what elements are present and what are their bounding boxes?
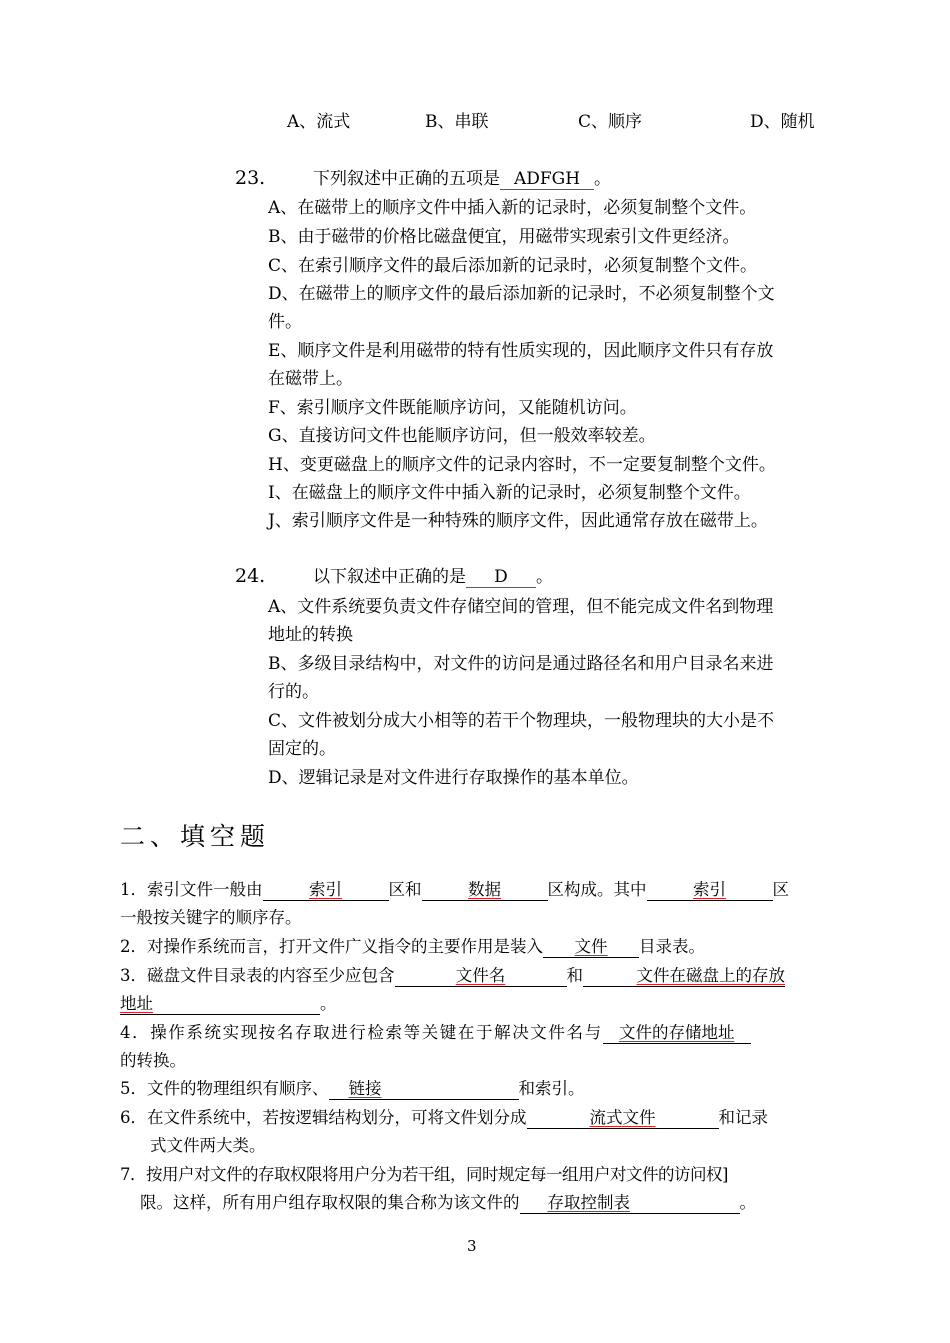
fill-item-3 [120,962,832,987]
q23-option-line: 件。 [268,312,302,332]
fill-item-1-cont: 一般按关键字的顺序存。 [120,908,302,927]
fill-text: 2．对操作系统而言，打开文件广义指令的主要作用是装入 [120,937,543,956]
q23-suffix: 。 [594,169,611,189]
fill-text: 和索引。 [518,1079,585,1098]
option-a: A、流式 [287,112,351,132]
fill-blank [120,994,320,1015]
fill-item-3-cont [120,990,832,1015]
fill-item-5 [120,1075,832,1100]
fill-item-6-cont: 式文件两大类。 [150,1136,266,1155]
q24-answer: D [466,567,536,588]
fill-answer: 文件的存储地址 [618,1023,735,1042]
option-d: D、随机 [750,112,815,132]
q23-option-line: I、在磁盘上的顺序文件中插入新的记录时，必须复制整个文件。 [268,483,751,503]
q24-option-line: A、文件系统要负责文件存储空间的管理，但不能完成文件名到物理 [268,597,774,617]
q24-suffix: 。 [536,567,553,587]
fill-text: 和记录 [718,1108,768,1127]
option-b: B、串联 [425,112,489,132]
fill-blank [647,880,773,901]
fill-text: 6．在文件系统中，若按逻辑结构划分，可将文件划分成 [120,1108,527,1127]
fill-blank [583,966,785,987]
fill-blank [527,1108,719,1129]
option-c: C、顺序 [578,112,643,132]
fill-item-7: 7．按用户对文件的存取权限将用户分为若干组，同时规定每一组用户对文件的访问权] [120,1165,728,1184]
q23-prefix: 下列叙述中正确的五项是 [313,169,500,189]
fill-item-4-cont: 的转换。 [120,1051,186,1070]
fill-answer: 存取控制表 [547,1193,630,1212]
q23-stem [235,164,611,190]
fill-blank [520,1193,740,1214]
q23-option-line: H、变更磁盘上的顺序文件的记录内容时，不一定要复制整个文件。 [268,455,776,475]
q23-option-line: F、索引顺序文件既能顺序访问，又能随机访问。 [268,398,637,418]
fill-answer: 索引 [309,880,342,899]
q23-answer: ADFGH [500,169,594,190]
q23-option-line: 在磁带上。 [268,369,353,389]
fill-text: 目录表。 [639,937,705,956]
q24-option-line: 固定的。 [268,739,336,759]
q23-number: 23. [235,167,266,189]
q24-option-line: B、多级目录结构中，对文件的访问是通过路径名和用户目录名来进 [268,654,774,674]
fill-text: 限。这样，所有用户组存取权限的集合称为该文件的 [140,1193,520,1212]
q24-option-line: 行的。 [268,682,319,702]
fill-answer: 文件 [574,937,608,956]
fill-text: 3．磁盘文件目录表的内容至少应包含 [120,966,395,985]
q23-option-line: D、在磁带上的顺序文件的最后添加新的记录时，不必须复制整个文 [268,284,775,304]
fill-answer: 文件名 [455,966,506,985]
q24-stem [235,562,553,588]
fill-text: 4．操作系统实现按名存取进行检索等关键在于解决文件名与 [120,1023,603,1042]
fill-text: 。 [320,994,337,1013]
q22-options [0,107,950,133]
fill-item-4 [120,1019,832,1044]
fill-answer: 索引 [693,880,726,899]
fill-blank [395,966,567,987]
fill-blank [329,1079,519,1100]
fill-text: 5．文件的物理组织有顺序、 [120,1079,329,1098]
fill-text: 区构成。其中 [547,880,647,899]
q23-option-line: B、由于磁带的价格比磁盘便宜，用磁带实现索引文件更经济。 [268,227,740,247]
q23-option-line: G、直接访问文件也能顺序访问，但一般效率较差。 [268,426,656,446]
fill-answer: 文件在磁盘上的存放 [636,966,785,985]
fill-blank [603,1023,751,1044]
q24-option-line: 地址的转换 [268,625,353,645]
fill-answer: 地址 [120,994,153,1013]
q24-prefix: 以下叙述中正确的是 [313,567,466,587]
fill-blank [543,937,639,958]
fill-text: 和 [566,966,583,985]
fill-answer: 链接 [348,1079,382,1098]
fill-text: 。 [739,1193,756,1212]
q23-option-line: C、在索引顺序文件的最后添加新的记录时，必须复制整个文件。 [268,256,758,276]
q23-option-line: E、顺序文件是利用磁带的特有性质实现的，因此顺序文件只有存放 [268,341,774,361]
fill-item-6 [120,1104,832,1129]
fill-answer: 流式文件 [589,1108,656,1127]
fill-text: 1．索引文件一般由 [120,880,263,899]
q23-option-line: J、索引顺序文件是一种特殊的顺序文件，因此通常存放在磁带上。 [268,511,768,531]
q24-number: 24. [235,565,266,587]
q23-option-line: A、在磁带上的顺序文件中插入新的记录时，必须复制整个文件。 [268,198,757,218]
fill-text: 区 [772,880,789,899]
q24-option-line: C、文件被划分成大小相等的若干个物理块，一般物理块的大小是不 [268,711,775,731]
section-title: 二、填空题 [120,822,271,851]
page-number: 3 [467,1237,477,1255]
fill-text: 区和 [388,880,422,899]
fill-blank [263,880,389,901]
fill-item-2 [120,933,832,958]
fill-answer: 数据 [468,880,501,899]
fill-item-1 [120,876,832,901]
q24-option-line: D、逻辑记录是对文件进行存取操作的基本单位。 [268,768,639,788]
fill-item-7-cont [120,1189,852,1214]
fill-blank [422,880,548,901]
